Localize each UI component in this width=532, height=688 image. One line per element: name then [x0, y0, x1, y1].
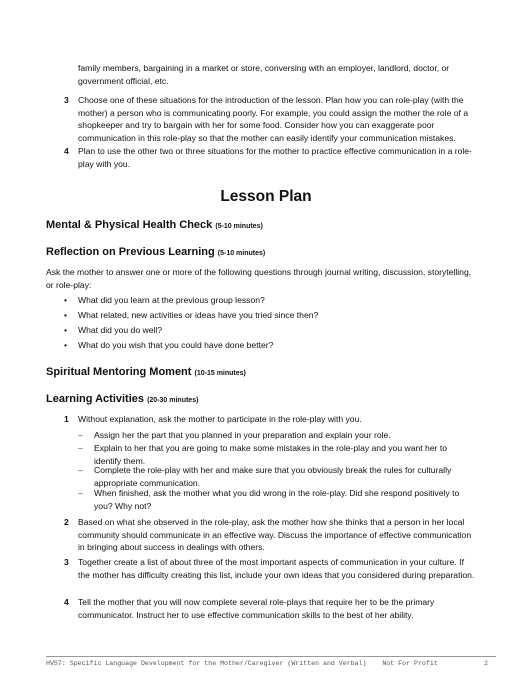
- sub-item: – Assign her the part that you planned in your preparation and explain your role.: [94, 429, 474, 442]
- lesson-plan-title: Lesson Plan: [220, 188, 312, 205]
- sub-item: – When finished, ask the mother what you did wrong in the role-play. Did she respond positively to you? Why not?: [94, 487, 474, 512]
- item-number: 4: [64, 146, 69, 156]
- item-number: 3: [64, 95, 69, 105]
- item-text: Without explanation, ask the mother to participate in the role-play with you.: [78, 414, 362, 424]
- item-text: Together create a list of about three of the most important aspects of communication in your culture. If the mother has difficulty creating this list, include your own ideas that you considered during preparation.: [78, 557, 475, 580]
- footer-text: HV57: Specific Language Development for the Mother/Caregiver (Written and Verbal) Not For Profit: [46, 660, 438, 667]
- learning-item-2: [64, 516, 478, 554]
- sub-item: – Explain to her that you are going to make some mistakes in the role-play and you want her to identify them.: [94, 442, 474, 467]
- page-footer: [46, 656, 496, 667]
- learning-item-4: [64, 596, 478, 621]
- item-number: 1: [64, 414, 69, 424]
- section-time: (5-10 minutes): [217, 250, 266, 257]
- section-heading-reflection: Reflection on Previous Learning (5-10 minutes): [46, 246, 266, 258]
- page-number: 2: [484, 660, 488, 667]
- item-text: Plan to use the other two or three situations for the mother to practice effective communication in a role-play with you.: [78, 146, 472, 169]
- section-time: (10-15 minutes): [194, 370, 246, 377]
- reflection-intro: Ask the mother to answer one or more of the following questions through journal writing, discussion, storytelling, or role-play:: [46, 267, 472, 290]
- section-heading-learning: Learning Activities (20-30 minutes): [46, 393, 199, 405]
- learning-item-3: [64, 556, 478, 581]
- item-number: 4: [64, 597, 69, 607]
- prep-item-4: [64, 145, 478, 170]
- section-time: (20-30 minutes): [147, 397, 199, 404]
- section-time: (5-10 minutes): [215, 223, 263, 230]
- item-number: 2: [64, 517, 69, 527]
- prep-item-3: [64, 94, 478, 144]
- list-item: • What did you learn at the previous group lesson?: [78, 295, 265, 305]
- sub-item: – Complete the role-play with her and make sure that you obviously break the rules for culturally appropriate communication.: [94, 464, 474, 489]
- section-heading-spiritual: Spiritual Mentoring Moment (10-15 minutes): [46, 366, 246, 378]
- list-item: • What related, new activities or ideas have you tried since then?: [78, 310, 318, 320]
- item-text: Based on what she observed in the role-play, ask the mother how she thinks that a person in her local community should communicate in an effective way. Discuss the importance of effective communication in bringing about success in dealings with others.: [78, 517, 472, 553]
- learning-item-1: [64, 413, 478, 426]
- list-item: • What do you wish that you could have done better?: [78, 340, 273, 350]
- list-item: • What did you do well?: [78, 325, 162, 335]
- top-paragraph: family members, bargaining in a market or store, conversing with an employer, landlord, doctor, or government official, etc.: [78, 63, 450, 86]
- section-heading-health: Mental & Physical Health Check (5-10 minutes): [46, 219, 263, 231]
- item-text: Choose one of these situations for the introduction of the lesson. Plan how you can role-play (with the mother) a person who is communicating poorly. For example, you could assign the mother the role of a shopkeeper and try to bargain with her for some food. Consider how you can exaggerate poor communication in this role-play so that the mother can easily identify your communication mistakes.: [78, 95, 469, 143]
- item-text: Tell the mother that you will now complete several role-plays that require her to be the primary communicator. Instruct her to use effective communication skills to the best of her ability.: [78, 597, 435, 620]
- item-number: 3: [64, 557, 69, 567]
